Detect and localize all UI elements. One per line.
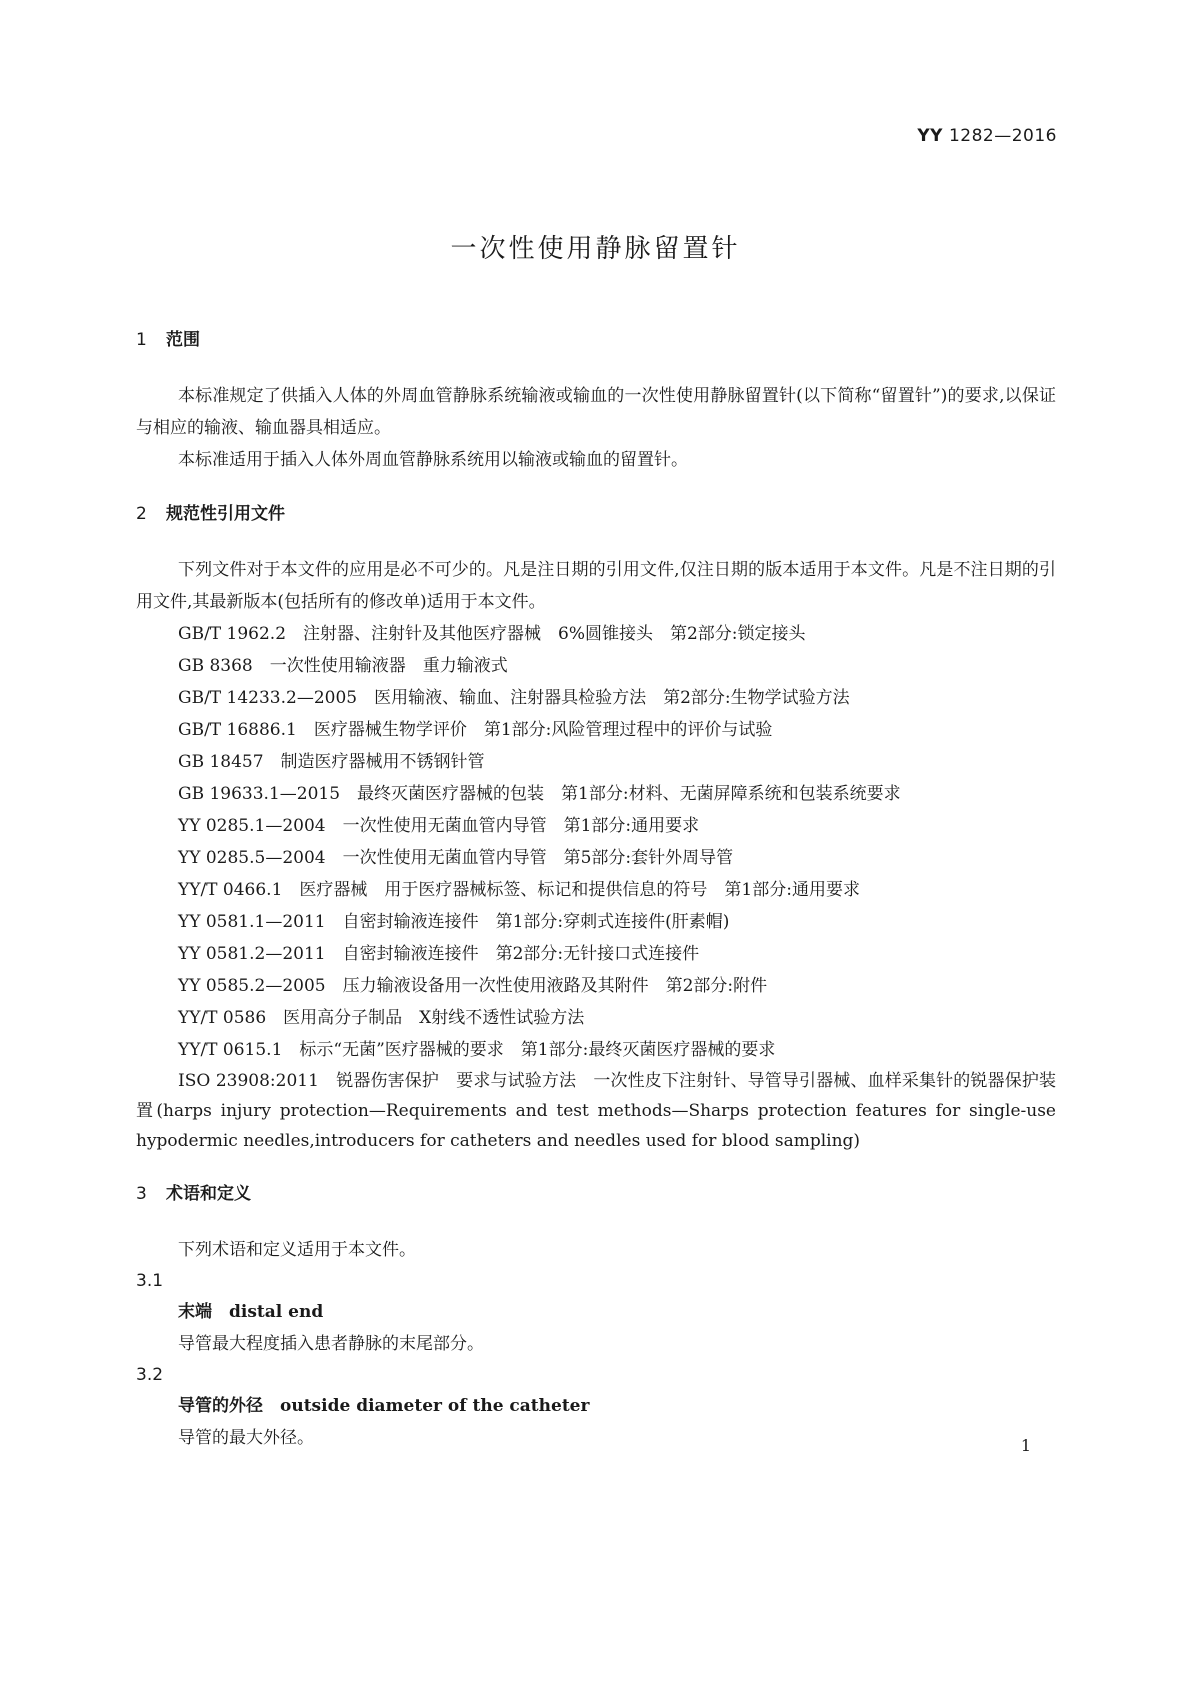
reference-item: YY 0285.5—2004 一次性使用无菌血管内导管 第5部分:套针外周导管	[178, 848, 734, 868]
reference-item: GB 18457 制造医疗器械用不锈钢针管	[178, 752, 485, 772]
reference-item: YY 0285.1—2004 一次性使用无菌血管内导管 第1部分:通用要求	[178, 816, 700, 836]
reference-item: GB 19633.1—2015 最终灭菌医疗器械的包装 第1部分:材料、无菌屏障系统和包装系统要求	[178, 784, 901, 804]
document-title: 一次性使用静脉留置针	[450, 234, 741, 264]
section-number: 1	[136, 330, 147, 350]
reference-item: YY 0581.1—2011 自密封输液连接件 第1部分:穿刺式连接件(肝素帽)	[178, 912, 730, 932]
section-2-heading	[136, 502, 1056, 526]
term-heading	[136, 1390, 1056, 1422]
reference-item: GB/T 1962.2 注射器、注射针及其他医疗器械 6%圆锥接头 第2部分:锁定接头	[178, 624, 806, 644]
section-title: 范围	[166, 330, 200, 350]
standard-code-number: 1282—2016	[948, 126, 1057, 146]
reference-item: YY 0581.2—2011 自密封输液连接件 第2部分:无针接口式连接件	[178, 944, 700, 964]
reference-item: YY/T 0586 医用高分子制品 X射线不透性试验方法	[178, 1008, 585, 1028]
term-english: distal end	[229, 1302, 324, 1322]
reference-item: GB/T 16886.1 医疗器械生物学评价 第1部分:风险管理过程中的评价与试验	[178, 720, 773, 740]
term-chinese: 导管的外径	[178, 1396, 263, 1416]
term-heading	[136, 1296, 1056, 1328]
section-title: 术语和定义	[166, 1184, 251, 1204]
term-definition: 导管最大程度插入患者静脉的末尾部分。	[178, 1334, 484, 1354]
section-1-heading	[136, 328, 1056, 352]
paragraph: 下列术语和定义适用于本文件。	[178, 1240, 416, 1260]
reference-item: GB/T 14233.2—2005 医用输液、输血、注射器具检验方法 第2部分:生物学试验方法	[178, 688, 850, 708]
reference-item: YY/T 0466.1 医疗器械 用于医疗器械标签、标记和提供信息的符号 第1部分:通用要求	[178, 880, 860, 900]
section-3-heading	[136, 1182, 1056, 1206]
standard-code-prefix: YY	[917, 126, 943, 146]
document-body	[136, 328, 1056, 1454]
section-title: 规范性引用文件	[166, 504, 285, 524]
term-number: 3.2	[136, 1365, 164, 1385]
reference-item: YY/T 0615.1 标示“无菌”医疗器械的要求 第1部分:最终灭菌医疗器械的要求	[178, 1040, 776, 1060]
reference-item: GB 8368 一次性使用输液器 重力输液式	[178, 656, 508, 676]
term-english: outside diameter of the catheter	[280, 1396, 590, 1416]
reference-item-iso: ISO 23908:2011 锐器伤害保护 要求与试验方法 一次性皮下注射针、导管导引器械、血样采集针的锐器保护装置(harps injury protection—Requirements and test methods—Sharps protection features for single-use hypodermic needles,introducers for catheters and needles used for blood sampling)	[136, 1071, 1056, 1151]
section-number: 3	[136, 1184, 147, 1204]
term-chinese: 末端	[178, 1302, 212, 1322]
term-definition: 导管的最大外径。	[178, 1428, 314, 1448]
standard-code	[917, 126, 1057, 146]
reference-item: YY 0585.2—2005 压力输液设备用一次性使用液路及其附件 第2部分:附件	[178, 976, 768, 996]
paragraph: 下列文件对于本文件的应用是必不可少的。凡是注日期的引用文件,仅注日期的版本适用于本文件。凡是不注日期的引用文件,其最新版本(包括所有的修改单)适用于本文件。	[136, 560, 1056, 612]
page-number: 1	[1020, 1436, 1031, 1455]
paragraph: 本标准适用于插入人体外周血管静脉系统用以输液或输血的留置针。	[178, 450, 688, 470]
term-number: 3.1	[136, 1271, 164, 1291]
paragraph: 本标准规定了供插入人体的外周血管静脉系统输液或输血的一次性使用静脉留置针(以下简称“留置针”)的要求,以保证与相应的输液、输血器具相适应。	[136, 386, 1056, 438]
section-number: 2	[136, 504, 147, 524]
